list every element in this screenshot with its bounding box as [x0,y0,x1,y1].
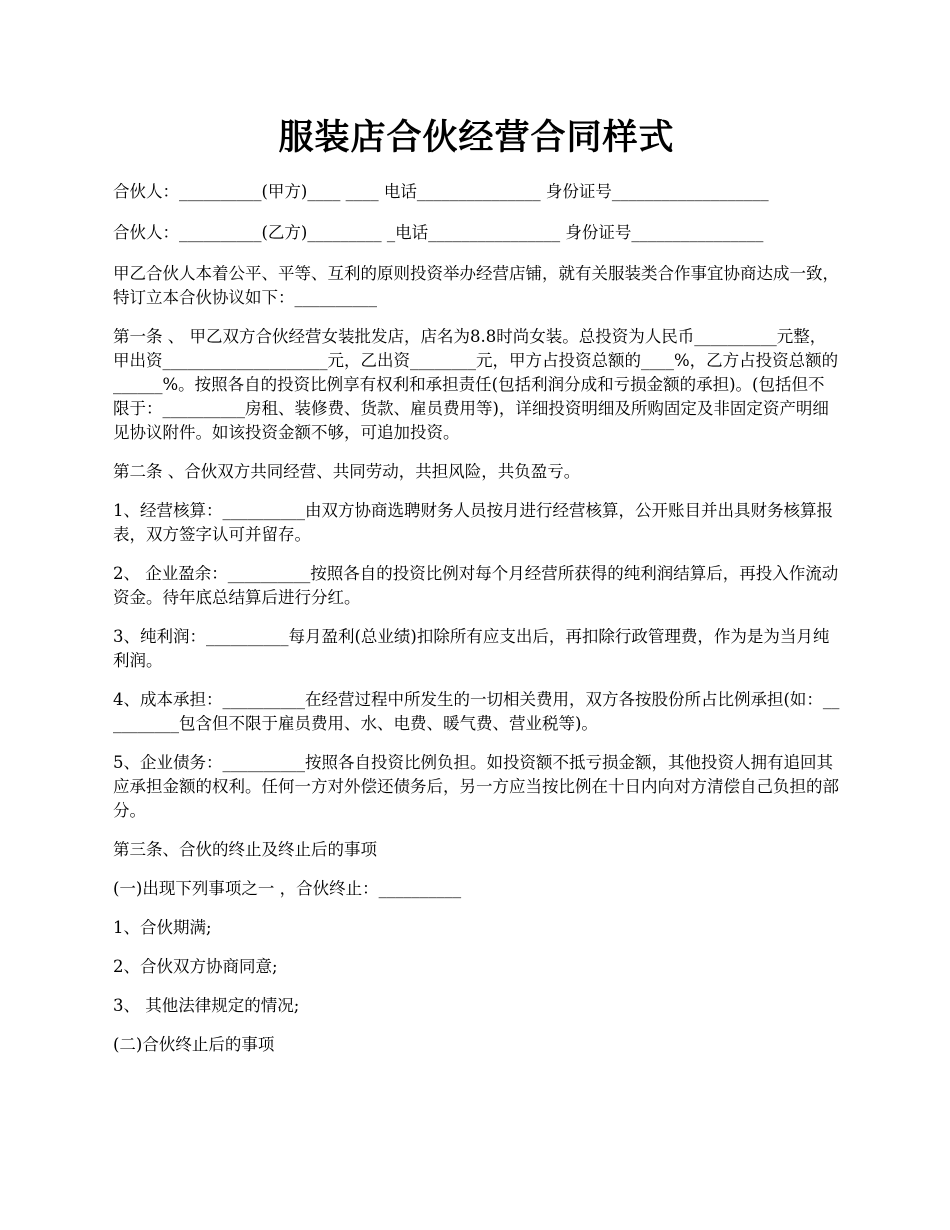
clause-debt: 5、企业债务：__________按照各自投资比例负担。如投资额不抵亏损金额，其他投资人拥有追回其应承担金额的权利。任何一方对外偿还债务后，另一方应当按比例在十日内向对方清偿自己负担的部分。 [113,753,839,820]
clause-surplus: 2、 企业盈余：__________按照各自的投资比例对每个月经营所获得的纯利润结算后，再投入作流动资金。待年底总结算后进行分红。 [113,564,839,607]
clause-cost: 4、成本承担：__________在经营过程中所发生的一切相关费用，双方各按股份所占比例承担(如：__________包含但不限于雇员费用、水、电费、暖气费、营业税等)。 [113,690,840,733]
termination-conditions: (一)出现下列事项之一 ，合伙终止：__________ [113,879,462,898]
partner-a-line: 合伙人：__________(甲方)____ ____ 电话_______________ 身份证号___________________ [113,182,769,201]
document-page [113,0,840,1057]
article-2-paragraph: 第二条 、合伙双方共同经营、共同劳动，共担风险，共负盈亏。 [113,462,581,481]
partner-b-line: 合伙人：__________(乙方)_________ _电话________________ 身份证号________________ [113,223,764,242]
termination-item-2: 2、合伙双方协商同意; [113,957,278,976]
termination-item-1: 1、合伙期满; [113,918,212,937]
clause-net-profit: 3、纯利润：__________每月盈利(总业绩)扣除所有应支出后，再扣除行政管理费，作为是为当月纯利润。 [113,627,830,670]
post-termination-heading: (二)合伙终止后的事项 [113,1035,275,1054]
article-1-paragraph: 第一条 、 甲乙双方合伙经营女装批发店，店名为8.8时尚女装。总投资为人民币__________元整，甲出资____________________元，乙出资________元，甲方占投资总额的____%，乙方占投资总额的______%。按照各自的投资比例享有权利和承担责任(包括利润分成和亏损金额的承担)。(包括但不限于：__________房租、装修费、货款、雇员费用等)，详细投资明细及所购固定及非固定资产明细见协议附件。如该投资金额不够，可追加投资。 [113,327,839,442]
document-title: 服装店合伙经营合同样式 [278,118,675,158]
preamble-paragraph: 甲乙合伙人本着公平、平等、互利的原则投资举办经营店铺，就有关服装类合作事宜协商达成一致，特订立本合伙协议如下：__________ [113,264,839,307]
clause-accounting: 1、经营核算：__________由双方协商选聘财务人员按月进行经营核算，公开账目并出具财务核算报表，双方签字认可并留存。 [113,501,833,544]
termination-item-3: 3、 其他法律规定的情况; [113,996,300,1015]
article-3-heading: 第三条、合伙的终止及终止后的事项 [113,840,377,859]
